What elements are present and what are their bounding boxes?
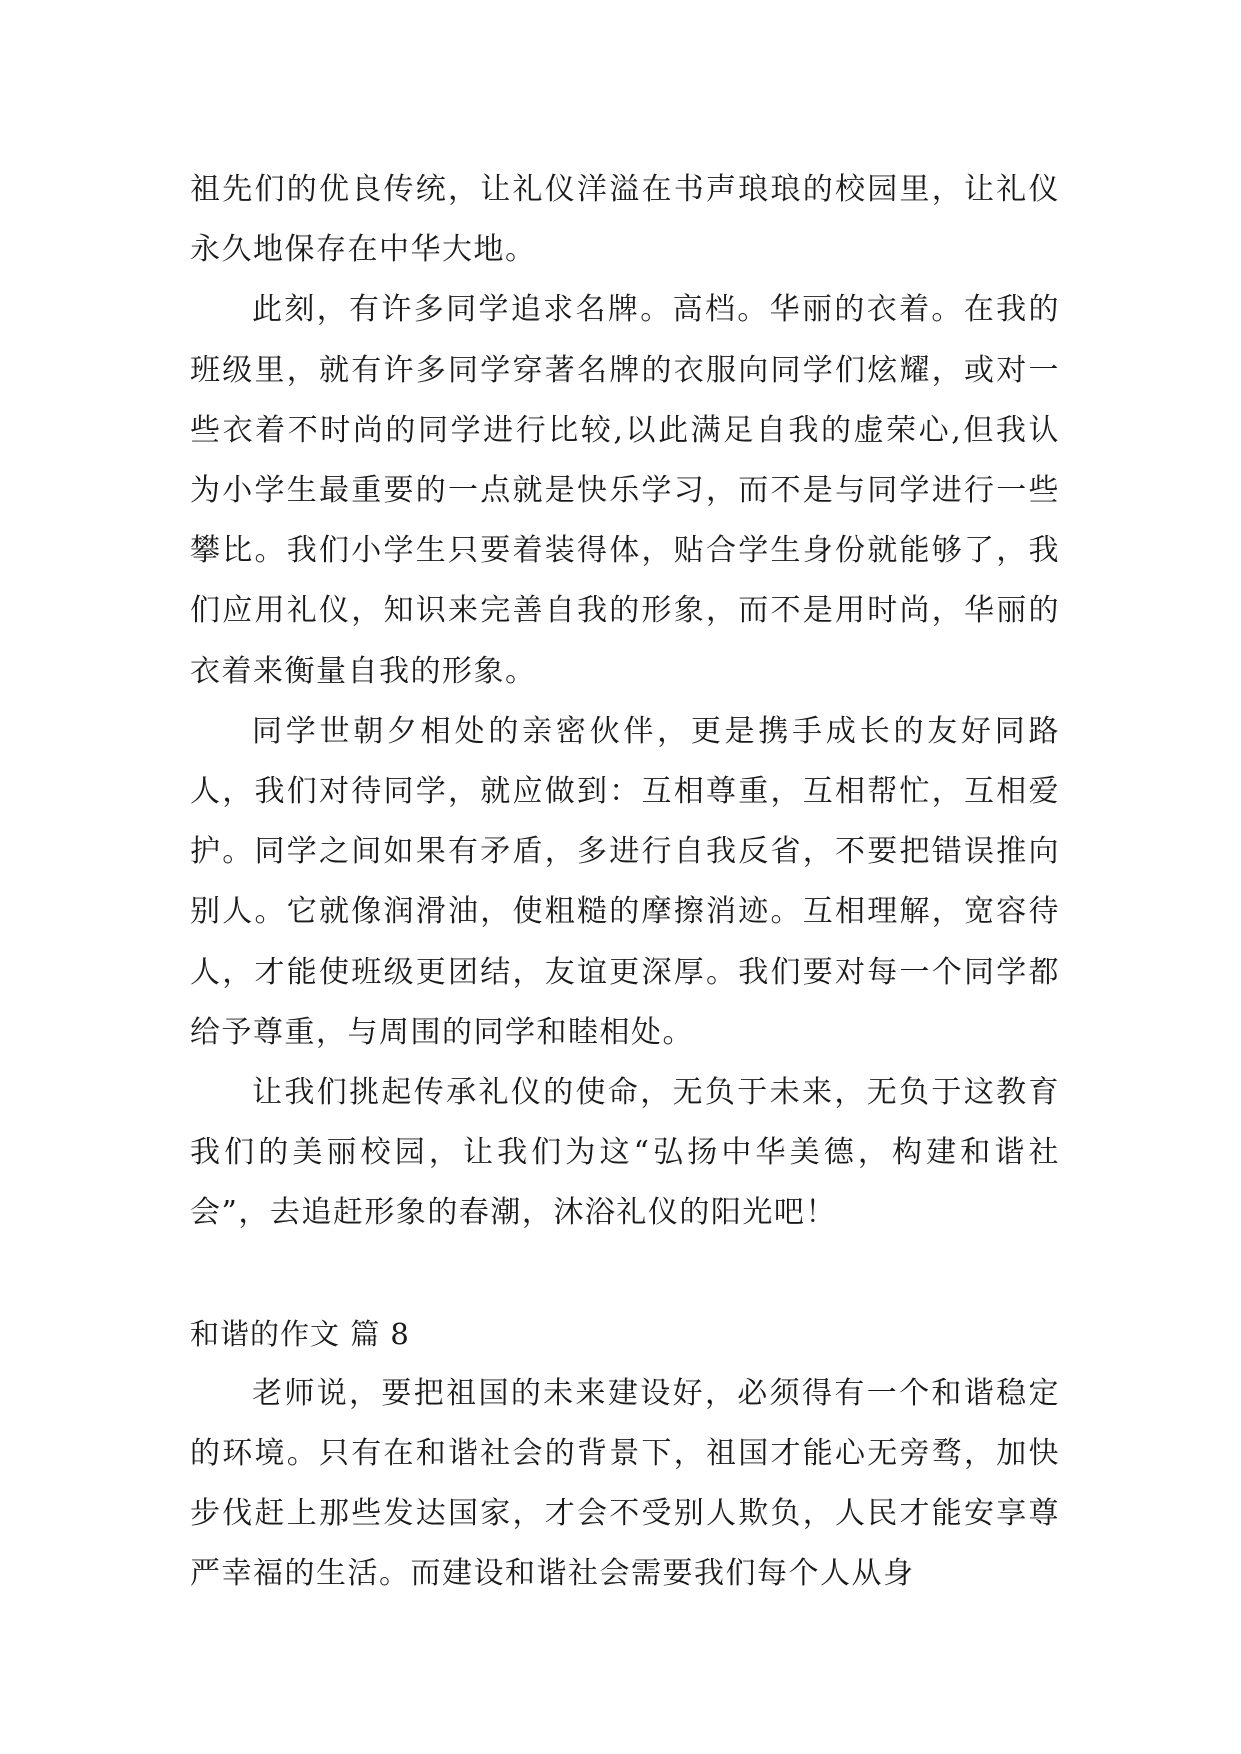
document-body: [190, 160, 1060, 1605]
section-heading: 和谐的作文 篇 8: [190, 1316, 410, 1351]
paragraph-continuation: 祖先们的优良传统，让礼仪洋溢在书声琅琅的校园里，让礼仪永久地保存在中华大地。: [190, 172, 1060, 268]
paragraph-classmates: 同学世朝夕相处的亲密伙伴，更是携手成长的友好同路人，我们对待同学，就应做到：互相尊重，互相帮忙，互相爱护。同学之间如果有矛盾，多进行自我反省，不要把错误推向别人。它就像润滑油，使粗糙的摩擦消迹。互相理解，宽容待人，才能使班级更团结，友谊更深厚。我们要对每一个同学都给予尊重，与周围的同学和睦相处。: [190, 713, 1060, 1050]
paragraph-conclusion: 让我们挑起传承礼仪的使命，无负于未来，无负于这教育我们的美丽校园，让我们为这“弘扬中华美德，构建和谐社会”，去追赶形象的春潮，沐浴礼仪的阳光吧！: [190, 1075, 1060, 1231]
paragraph-fashion: 此刻，有许多同学追求名牌。高档。华丽的衣着。在我的班级里，就有许多同学穿著名牌的衣服向同学们炫耀，或对一些衣着不时尚的同学进行比较,以此满足自我的虚荣心,但我认为小学生最重要的一点就是快乐学习，而不是与同学进行一些攀比。我们小学生只要着装得体，贴合学生身份就能够了，我们应用礼仪，知识来完善自我的形象，而不是用时尚，华丽的衣着来衡量自我的形象。: [190, 292, 1060, 689]
paragraph-teacher-says: 老师说，要把祖国的未来建设好，必须得有一个和谐稳定的环境。只有在和谐社会的背景下，祖国才能心无旁骛，加快步伐赶上那些发达国家，才会不受别人欺负，人民才能安享尊严幸福的生活。而建设和谐社会需要我们每个人从身: [190, 1375, 1060, 1592]
